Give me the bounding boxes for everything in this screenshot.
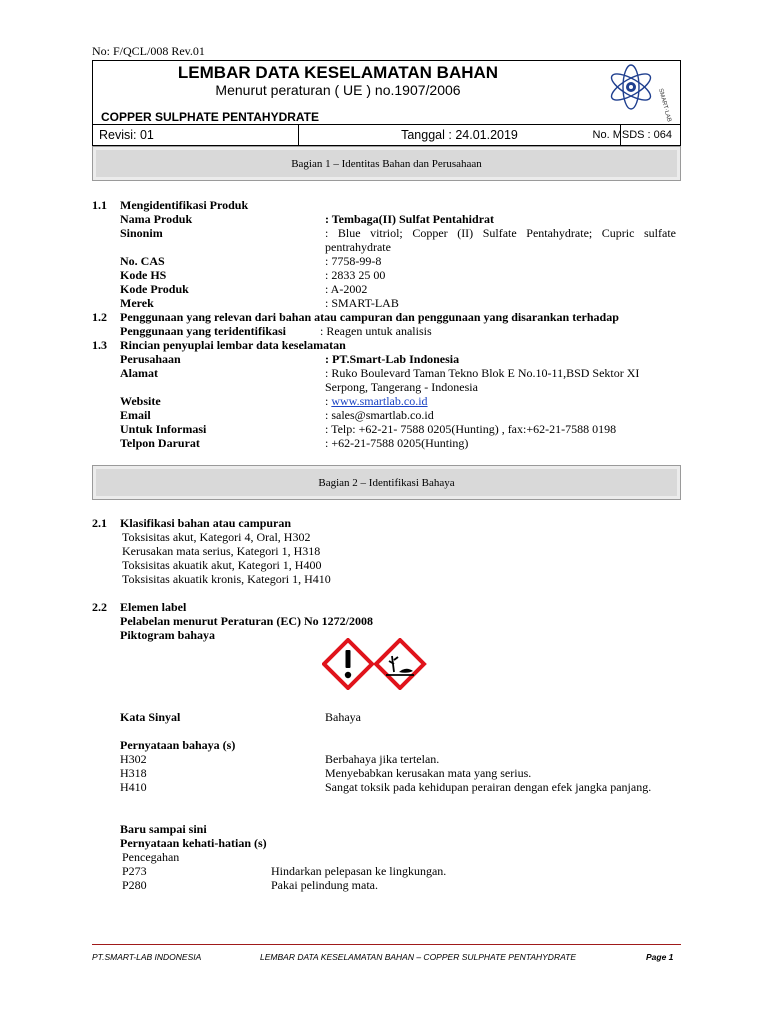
value-alamat: : Ruko Boulevard Taman Tekno Blok E No.10-11,BSD Sektor XI Serpong, Tangerang - Indonesia <box>325 366 640 394</box>
precaution-code: P273 <box>122 864 147 878</box>
value-kata-sinyal: Bahaya <box>325 710 361 724</box>
footer-document-title: LEMBAR DATA KESELAMATAN BAHAN – COPPER SULPHATE PENTAHYDRATE <box>260 952 576 962</box>
hazard-pictograms <box>322 638 428 690</box>
value-merek: : SMART-LAB <box>325 296 399 310</box>
precaution-text: Pakai pelindung mata. <box>271 878 378 892</box>
revision-row <box>92 124 681 146</box>
label-nama-produk: Nama Produk <box>120 212 193 226</box>
footer-page-number: Page 1 <box>646 952 674 962</box>
baru-sampai-sini: Baru sampai sini <box>120 822 207 836</box>
product-name-header: COPPER SULPHATE PENTAHYDRATE <box>101 110 320 124</box>
value-penggunaan: : Reagen untuk analisis <box>320 324 432 338</box>
label-telpon-darurat: Telpon Darurat <box>120 436 200 450</box>
footer-company: PT.SMART-LAB INDONESIA <box>92 952 202 962</box>
subsection-1-3-title: Rincian penyuplai lembar data keselamatan <box>120 338 346 352</box>
label-email: Email <box>120 408 151 422</box>
regulation-subtitle: Menurut peraturan ( UE ) no.1907/2006 <box>215 82 461 98</box>
label-kata-sinyal: Kata Sinyal <box>120 710 181 724</box>
hazard-statements-heading: Pernyataan bahaya (s) <box>120 738 236 752</box>
value-telpon-darurat: : +62-21-7588 0205(Hunting) <box>325 436 469 450</box>
website-colon: : <box>325 394 332 408</box>
label-kode-hs: Kode HS <box>120 268 167 282</box>
section-1-band: Bagian 1 – Identitas Bahan dan Perusahaan <box>92 146 681 181</box>
label-sinonim: Sinonim <box>120 226 163 240</box>
hazard-text: Berbahaya jika tertelan. <box>325 752 440 766</box>
value-kode-produk: : A-2002 <box>325 282 368 296</box>
label-merek: Merek <box>120 296 154 310</box>
precautionary-heading: Pernyataan kehati-hatian (s) <box>120 836 267 850</box>
label-penggunaan: Penggunaan yang teridentifikasi <box>120 324 287 338</box>
value-sinonim: : Blue vitriol; Copper (II) Sulfate Pentahydrate; Cupric sulfate pentrahydrate <box>325 226 676 254</box>
revision-cell: Revisi: 01 <box>93 125 299 145</box>
value-nama-produk: : Tembaga(II) Sulfat Pentahidrat <box>325 212 495 226</box>
classification-item: Toksisitas akuatik akut, Kategori 1, H400 <box>122 558 322 572</box>
value-email: : sales@smartlab.co.id <box>325 408 434 422</box>
labeling-regulation: Pelabelan menurut Peraturan (EC) No 1272/2008 <box>120 614 373 628</box>
subsection-1-2-number: 1.2 <box>92 310 107 324</box>
label-untuk-informasi: Untuk Informasi <box>120 422 207 436</box>
subsection-2-2-number: 2.2 <box>92 600 107 614</box>
exclamation-icon <box>324 640 372 688</box>
value-no-cas: : 7758-99-8 <box>325 254 382 268</box>
subsection-2-2-title: Elemen label <box>120 600 187 614</box>
label-perusahaan: Perusahaan <box>120 352 181 366</box>
smart-lab-logo-icon <box>601 61 677 123</box>
subsection-2-1-title: Klasifikasi bahan atau campuran <box>120 516 292 530</box>
value-perusahaan: : PT.Smart-Lab Indonesia <box>325 352 460 366</box>
website-link[interactable]: www.smartlab.co.id <box>331 394 428 408</box>
subsection-2-1-number: 2.1 <box>92 516 107 530</box>
label-website: Website <box>120 394 161 408</box>
hazard-code: H302 <box>120 752 147 766</box>
classification-item: Toksisitas akut, Kategori 4, Oral, H302 <box>122 530 311 544</box>
hazard-code: H318 <box>120 766 147 780</box>
subsection-1-1-number: 1.1 <box>92 198 107 212</box>
value-untuk-informasi: : Telp: +62-21- 7588 0205(Hunting) , fax:+62-21-7588 0198 <box>325 422 617 436</box>
classification-item: Toksisitas akuatik kronis, Kategori 1, H410 <box>122 572 331 586</box>
label-no-cas: No. CAS <box>120 254 165 268</box>
value-website <box>325 394 428 408</box>
environment-hazard-icon <box>376 640 424 688</box>
subsection-1-3-number: 1.3 <box>92 338 107 352</box>
subsection-1-2-title: Penggunaan yang relevan dari bahan atau campuran dan penggunaan yang disarankan terhadap <box>120 310 619 324</box>
hazard-text: Menyebabkan kerusakan mata yang serius. <box>325 766 532 780</box>
classification-item: Kerusakan mata serius, Kategori 1, H318 <box>122 544 321 558</box>
msds-number-cell: No. MSDS : 064 <box>592 129 672 141</box>
svg-text:SMART·LAB: SMART·LAB <box>657 87 672 123</box>
hazard-code: H410 <box>120 780 147 794</box>
value-kode-hs: : 2833 25 00 <box>325 268 386 282</box>
footer-divider <box>92 944 681 945</box>
hazard-text: Sangat toksik pada kehidupan perairan dengan efek jangka panjang. <box>325 780 652 794</box>
precaution-code: P280 <box>122 878 147 892</box>
section-2-band: Bagian 2 – Identifikasi Bahaya <box>92 465 681 500</box>
pictogram-heading: Piktogram bahaya <box>120 628 216 642</box>
document-number: No: F/QCL/008 Rev.01 <box>92 44 205 58</box>
prevention-heading: Pencegahan <box>122 850 180 864</box>
subsection-1-1-title: Mengidentifikasi Produk <box>120 198 249 212</box>
precaution-text: Hindarkan pelepasan ke lingkungan. <box>271 864 447 878</box>
label-alamat: Alamat <box>120 366 158 380</box>
date-cell: Tanggal : 24.01.2019 <box>299 125 621 145</box>
label-kode-produk: Kode Produk <box>120 282 189 296</box>
page-title: LEMBAR DATA KESELAMATAN BAHAN <box>177 63 499 82</box>
